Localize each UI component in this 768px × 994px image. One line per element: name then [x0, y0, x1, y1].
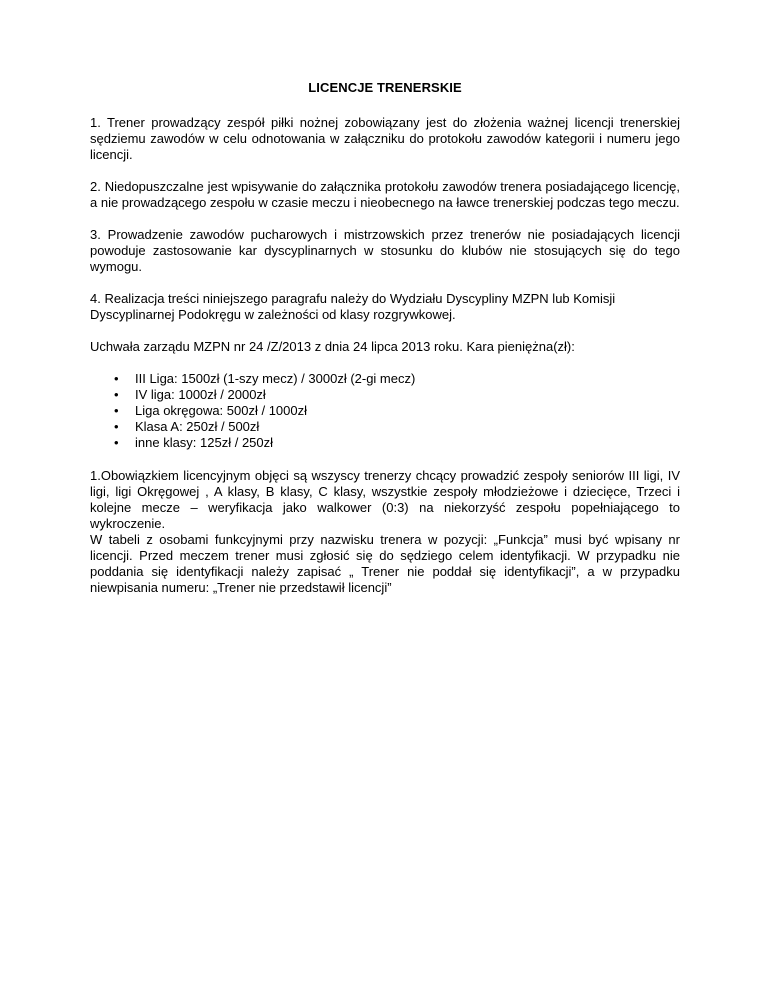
resolution-text: Uchwała zarządu MZPN nr 24 /Z/2013 z dnia 24 lipca 2013 roku. Kara pieniężna(zł):: [90, 339, 575, 354]
penalty-text: Klasa A: 250zł / 500zł: [135, 419, 260, 434]
document-title: LICENCJE TRENERSKIE: [308, 80, 462, 95]
paragraph-4: 4. Realizacja treści niniejszego paragrafu należy do Wydziału Dyscypliny MZPN lub Komisji Dyscyplinarnej Podokręgu w zależności od klasy rozgrywkowej.: [90, 291, 616, 322]
penalty-item: [90, 387, 680, 403]
bullet-icon: •: [114, 371, 119, 386]
table-note-paragraph: W tabeli z osobami funkcyjnymi przy nazwisku trenera w pozycji: „Funkcja” musi być wpisany nr licencji. Przed meczem trener musi zgłosić się do sędziego celem identyfikacji. W przypadku nie poddania się identyfikacji należy zapisać „ Trener nie poddał się identyfikacji”, a w przypadku niewpisania numeru: „Trener nie przedstawił licencji”: [90, 532, 680, 595]
penalty-text: III Liga: 1500zł (1-szy mecz) / 3000zł (2-gi mecz): [135, 371, 416, 386]
paragraph-3: 3. Prowadzenie zawodów pucharowych i mistrzowskich przez trenerów nie posiadających licencji powoduje zastosowanie kar dyscyplinarnych w stosunku do klubów nie stosujących się do tego wymogu.: [90, 227, 680, 274]
penalty-text: IV liga: 1000zł / 2000zł: [135, 387, 266, 402]
penalty-item: [90, 371, 680, 387]
paragraph-2: 2. Niedopuszczalne jest wpisywanie do załącznika protokołu zawodów trenera posiadającego licencję, a nie prowadzącego zespołu w czasie meczu i nieobecnego na ławce trenerskiej podczas tego meczu.: [90, 179, 680, 210]
penalty-item: [90, 435, 680, 451]
bullet-icon: •: [114, 419, 119, 434]
bullet-icon: •: [114, 435, 119, 450]
bullet-icon: •: [114, 403, 119, 418]
penalty-list: [90, 371, 680, 451]
bullet-icon: •: [114, 387, 119, 402]
penalty-text: inne klasy: 125zł / 250zł: [135, 435, 274, 450]
penalty-item: [90, 403, 680, 419]
penalty-text: Liga okręgowa: 500zł / 1000zł: [135, 403, 308, 418]
paragraph-1: 1. Trener prowadzący zespół piłki nożnej zobowiązany jest do złożenia ważnej licencji trenerskiej sędziemu zawodów w celu odnotowania w załączniku do protokołu zawodów kategorii i numeru jego licencji.: [90, 115, 680, 162]
penalty-item: [90, 419, 680, 435]
obligation-paragraph: 1.Obowiązkiem licencyjnym objęci są wszyscy trenerzy chcący prowadzić zespoły seniorów III ligi, IV ligi, ligi Okręgowej , A klasy, B klasy, C klasy, wszystkie zespoły młodzieżowe i dziecięce, Trzeci i kolejne mecze – weryfikacja jako walkower (0:3) na niekorzyść zespołu popełniającego to wykroczenie.: [90, 468, 680, 531]
document-page: [90, 80, 680, 612]
